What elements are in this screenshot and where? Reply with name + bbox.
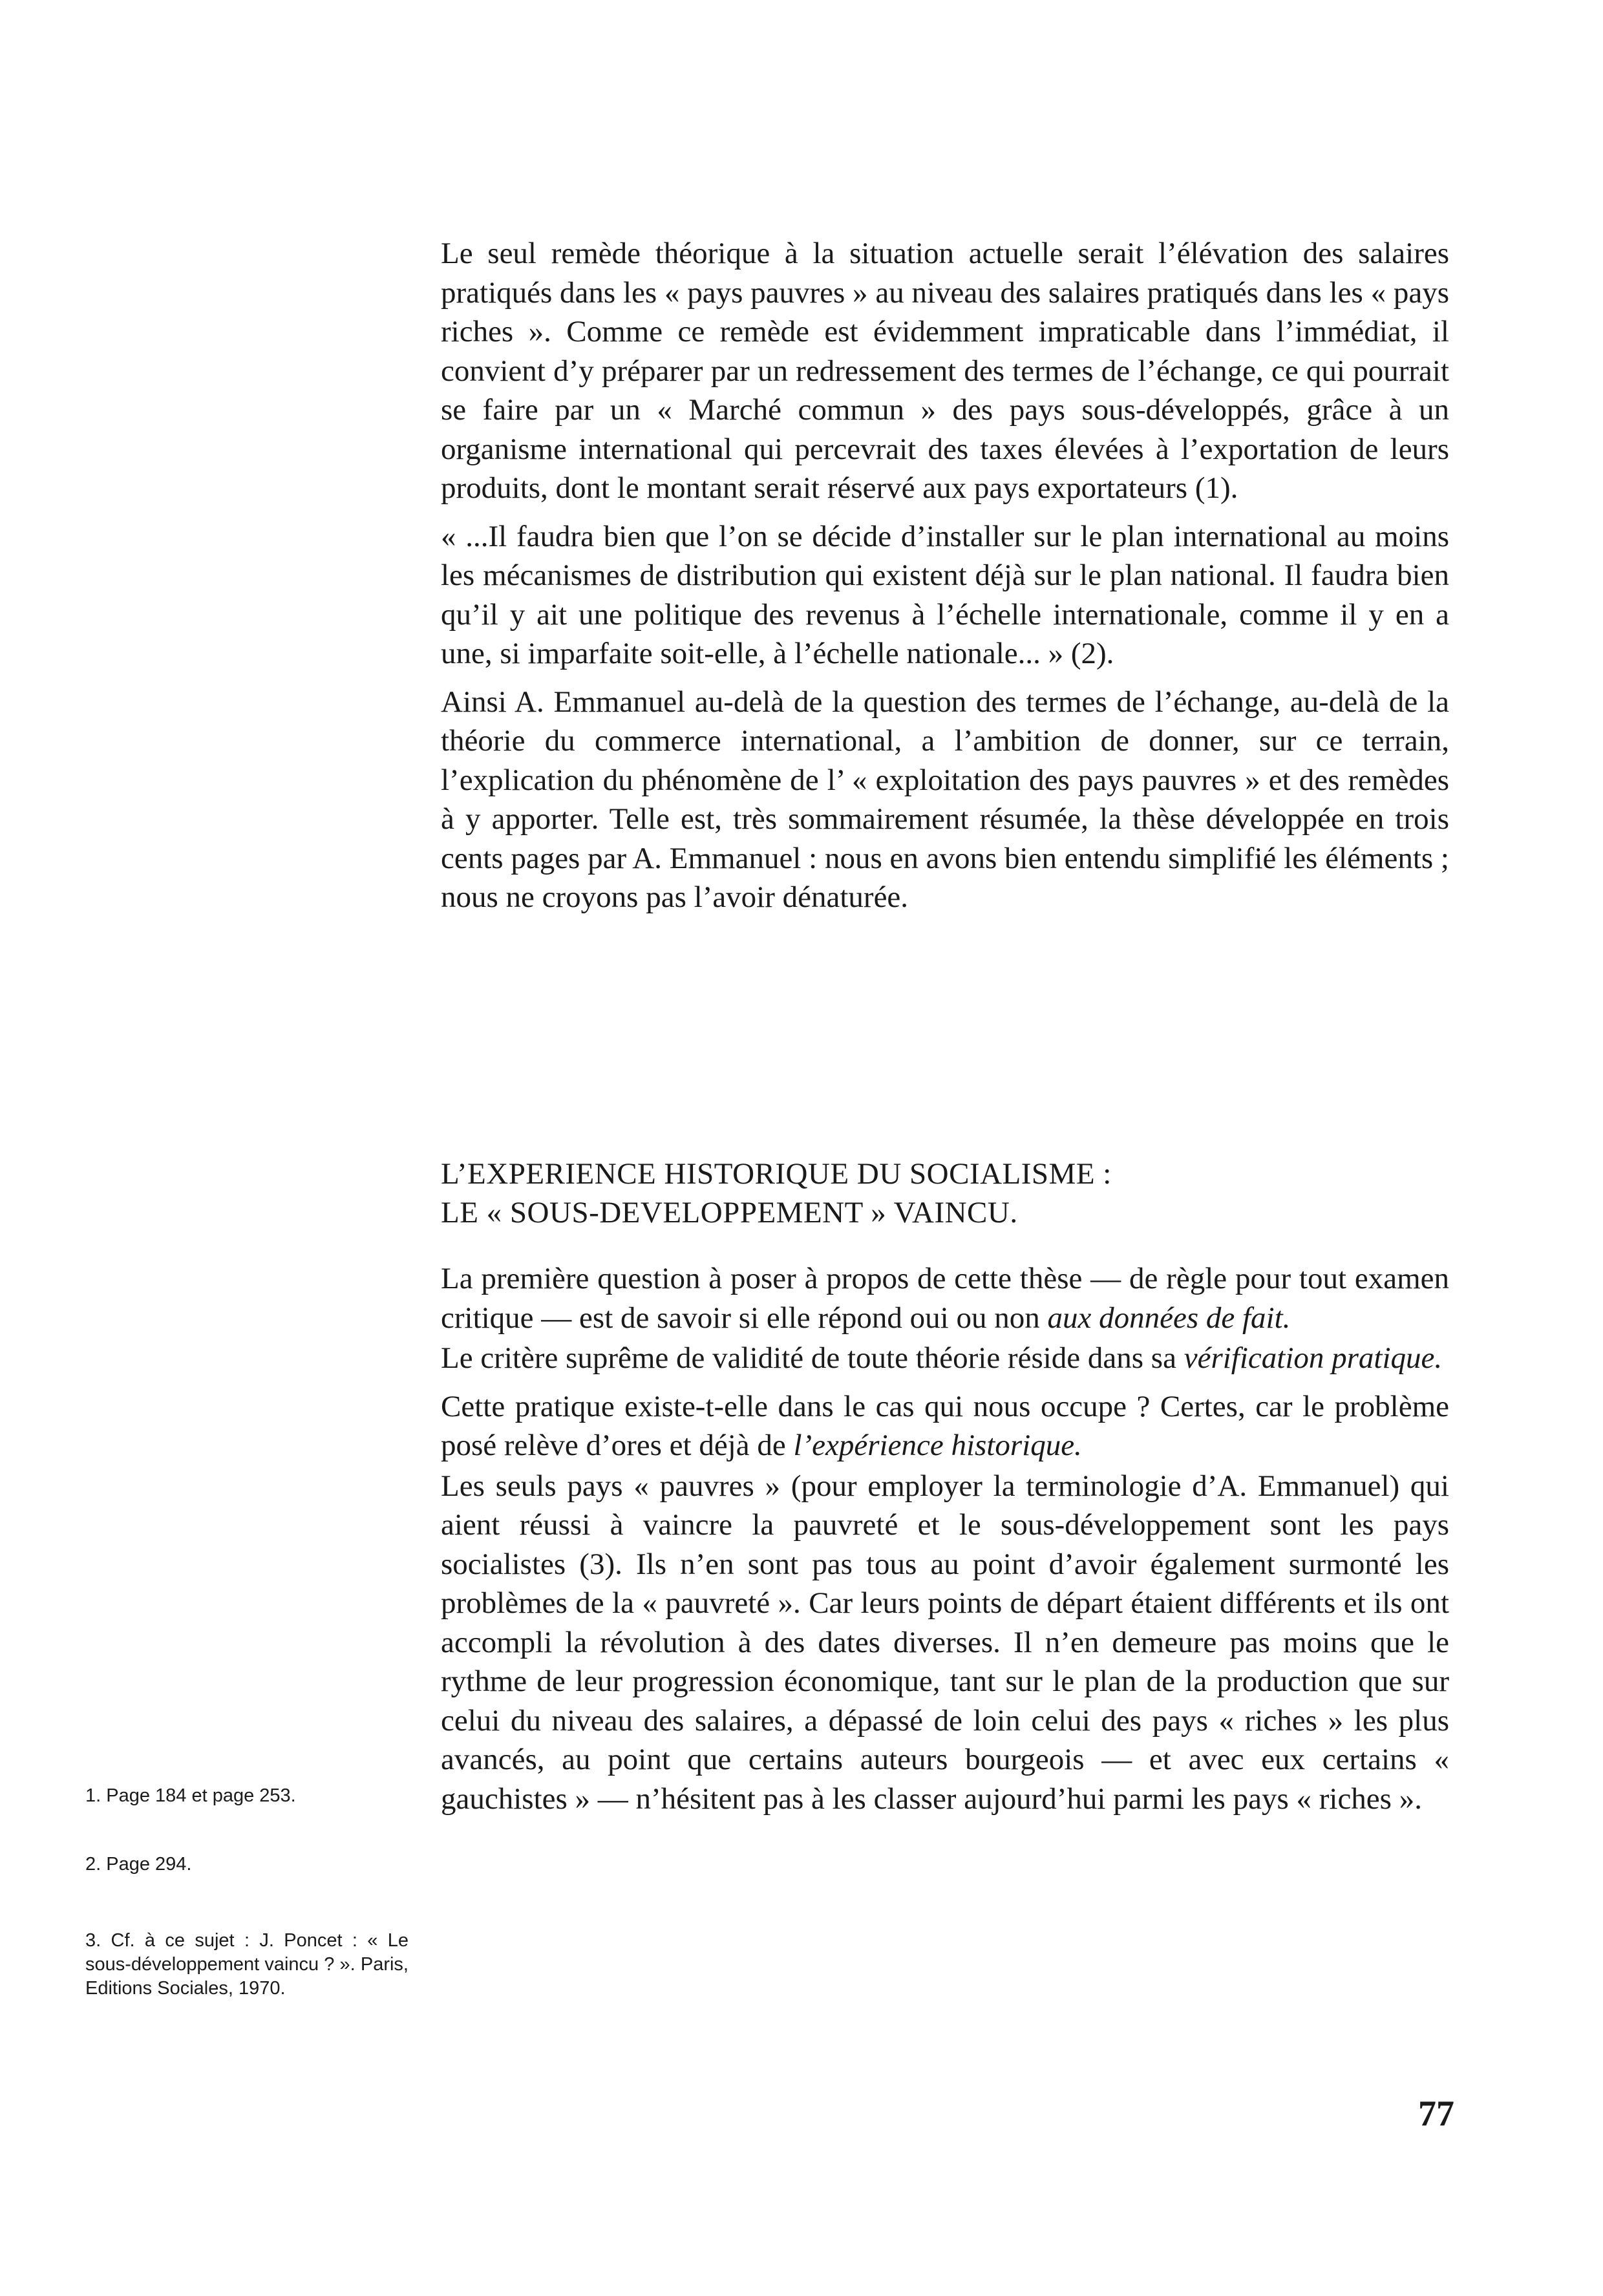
main-text (441, 234, 1449, 917)
footnote-2: 2. Page 294. (85, 1854, 192, 1875)
section-heading-line-2: LE « SOUS-DEVELOPPEMENT » VAINCU. (441, 1196, 1018, 1229)
section-paragraph-1-text: La première question à poser à propos de cette thèse — de règle pour tout examen critique — est de savoir si elle répond oui ou non (441, 1262, 1449, 1335)
section-paragraph-3 (441, 1387, 1449, 1465)
page-number: 77 (1418, 2094, 1454, 2134)
section-paragraph-1 (441, 1259, 1449, 1337)
section-paragraph-2-text: Le critère suprême de validité de toute théorie réside dans sa (441, 1341, 1184, 1375)
section-paragraph-2-italic: vérification pratique. (1184, 1341, 1443, 1375)
section-paragraph-4: Les seuls pays « pauvres » (pour employer la terminologie d’A. Emmanuel) qui aient réussi à vaincre la pauvreté et le sous-développement sont les pays socialistes (3). Ils n’en sont pas tous au point d’avoir également surmonté les problèmes de la « pauvreté ». Car leurs points de départ étaient différents et ils ont accompli la révolution à des dates diverses. Il n’en demeure pas moins que le rythme de leur progression économique, tant sur le plan de la production que sur celui du niveau des salaires, a dépassé de loin celui des pays « riches » les plus avancés, au point que certains auteurs bourgeois — et avec eux certains « gauchistes » — n’hésitent pas à les classer aujourd’hui parmi les pays « riches ». (441, 1469, 1449, 1816)
section-text (441, 1259, 1449, 1818)
section-paragraph-3-italic: l’expérience historique. (793, 1429, 1082, 1462)
section-paragraph-1-italic: aux données de fait. (1047, 1301, 1291, 1335)
section-paragraph-3-text: Cette pratique existe-t-elle dans le cas qui nous occupe ? Certes, car le problème posé relève d’ores et déjà de (441, 1389, 1449, 1462)
section-heading-line-1: L’EXPERIENCE HISTORIQUE DU SOCIALISME : (441, 1157, 1112, 1191)
body-paragraph-1: Le seul remède théorique à la situation actuelle serait l’élévation des salaires pratiqués dans les « pays pauvres » au niveau des salaires pratiqués dans les « pays riches ». Comme ce remède est évidemment impraticable dans l’immédiat, il convient d’y préparer par un redressement des termes de l’échange, ce qui pourrait se faire par un « Marché commun » des pays sous-développés, grâce à un organisme international qui percevrait des taxes élevées à l’exportation de leurs produits, dont le montant serait réservé aux pays exportateurs (1). (441, 237, 1449, 505)
section-heading (441, 1154, 1449, 1232)
section-paragraph-2 (441, 1339, 1449, 1378)
footnote-3: 3. Cf. à ce sujet : J. Poncet : « Le sous-développement vaincu ? ». Paris, Editions Sociales, 1970. (85, 1930, 409, 1999)
footnote-1: 1. Page 184 et page 253. (85, 1785, 296, 1806)
body-paragraph-3: Ainsi A. Emmanuel au-delà de la question des termes de l’échange, au-delà de la théorie du commerce international, a l’ambition de donner, sur ce terrain, l’explication du phénomène de l’ « exploitation des pays pauvres » et des remèdes à y apporter. Telle est, très sommairement résumée, la thèse développée en trois cents pages par A. Emmanuel : nous en avons bien entendu simplifié les éléments ; nous ne croyons pas l’avoir dénaturée. (441, 685, 1449, 914)
body-paragraph-2: « ...Il faudra bien que l’on se décide d’installer sur le plan international au moins les mécanismes de distribution qui existent déjà sur le plan national. Il faudra bien qu’il y ait une politique des revenus à l’échelle internationale, comme il y en a une, si imparfaite soit-elle, à l’échelle nationale... » (2). (441, 519, 1449, 670)
